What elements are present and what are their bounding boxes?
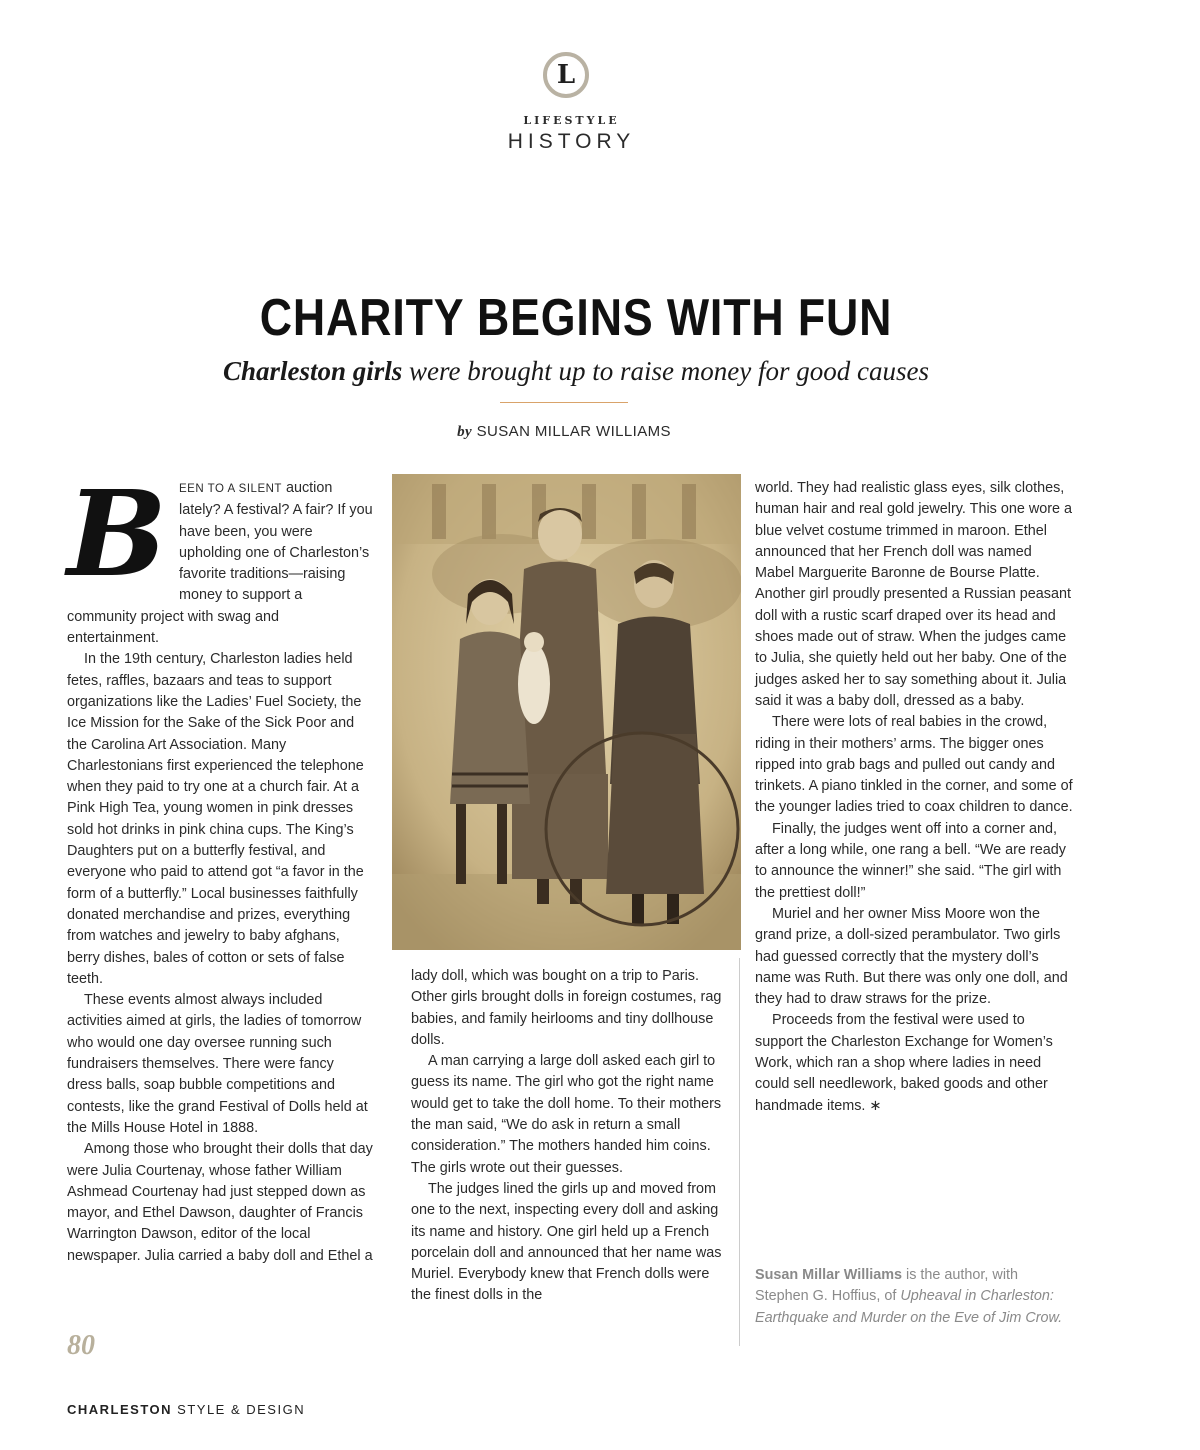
byline-prefix: by	[457, 424, 473, 440]
article-subtitle	[0, 356, 1152, 387]
author-bio	[755, 1265, 1065, 1329]
magazine-name-rest: STYLE & DESIGN	[172, 1402, 306, 1417]
subtitle-bold: Charleston girls	[222, 356, 403, 386]
bio-text: is the author, with Stephen G. Hoffius, of	[755, 1267, 1019, 1305]
section-label-small: LIFESTYLE	[523, 114, 620, 127]
byline-author: SUSAN MILLAR WILLIAMS	[476, 423, 671, 440]
logo-letter: L	[556, 60, 576, 90]
article-title: CHARITY BEGINS WITH FUN	[259, 289, 893, 347]
byline	[0, 423, 1128, 441]
paragraph: These events almost always included activities aimed at girls, the ladies of tomorrow who would one day oversee running such fundraisers themselves. There were fancy dress balls, soap bubble competitions and contests, like the grand Festival of Dolls held at the Mills House Hotel in 1888.	[67, 992, 368, 1136]
paragraph: There were lots of real babies in the crowd, riding in their mothers’ arms. The bigger ones ripped into grab bags and pulled out candy and trinkets. A piano tinkled in the corner, and some of the younger ladies tried to coax children to dance.	[755, 714, 1073, 816]
paragraph: lady doll, which was bought on a trip to Paris. Other girls brought dolls in foreign costumes, rag babies, and family heirlooms and tiny dollhouse dolls.	[411, 968, 722, 1048]
lead-smallcaps: EEN TO A SILENT	[179, 483, 282, 495]
photo-illustration	[392, 474, 741, 950]
paragraph: Among those who brought their dolls that day were Julia Courtenay, whose father William Ashmead Courtenay had just stepped down as mayor, and Ethel Dawson, daughter of Francis Warrington Dawson, editor of the local newspaper. Julia carried a baby doll and Ethel a	[67, 1141, 373, 1264]
paragraph-text: auction lately? A festival? A fair? If you have been, you were upholding one of Charleston’s favorite traditions—raising money to support a community project with swag and entertainment.	[67, 480, 373, 647]
paragraph: The judges lined the girls up and moved from one to the next, inspecting every doll and asking its name and history. One girl held up a French porcelain doll and announced that her name was Muriel. Everybody knew that French dolls were the finest dolls in the	[411, 1180, 722, 1304]
paragraph: Muriel and her owner Miss Moore won the grand prize, a doll-sized perambulator. Two girls had guessed correctly that the mystery doll’s name was Ruth. But there was only one doll, and they had to draw straws for the prize.	[755, 905, 1068, 1008]
lifestyle-logo	[543, 52, 589, 98]
bio-book: Upheaval in Charleston: Earthquake and Murder on the Eve of Jim Crow.	[755, 1288, 1063, 1326]
paragraph	[67, 464, 373, 649]
paragraph: Finally, the judges went off into a corner and, after a long while, one rang a bell. “We are ready to announce the winner!” she said. “The girl with the prettiest doll!”	[755, 820, 1066, 901]
article-column-3	[755, 478, 1073, 1117]
paragraph: world. They had realistic glass eyes, silk clothes, human hair and real gold jewelry. This one wore a blue velvet costume trimmed in maroon. Ethel announced that her French doll was named Mabel Marguerite Baronne de Bourse Platte. Another girl proudly presented a Russian peasant doll with a rustic scarf draped over its head and shoes made out of straw. When the judges came to Julia, she quietly held out her baby. One of the judges asked her to say something about it. Julia said it was a baby doll, dressed as a baby.	[755, 480, 1073, 709]
paragraph: Proceeds from the festival were used to support the Charleston Exchange for Women’s Work, which ran a shop where ladies in need could sell needlework, baked goods and other handmade items. ∗	[755, 1012, 1053, 1114]
article-column-2	[411, 966, 723, 1307]
article-column-1	[67, 464, 373, 1267]
historic-photo-three-girls	[392, 474, 741, 950]
column-divider	[739, 958, 740, 1346]
paragraph: In the 19th century, Charleston ladies held fetes, raffles, bazaars and teas to support organizations like the Ladies’ Fuel Society, the Ice Mission for the Sake of the Sick Poor and the Carolina Art Association. Many Charlestonians first experienced the telephone when they paid to try one at a church fair. At a Pink High Tea, young women in pink dresses sold hot drinks in pink china cups. The King’s Daughters put on a butterfly festival, and everyone who paid to attend got “a favor in the form of a butterfly.” Local businesses faithfully donated merchandise and prizes, everything from watches and jewelry to baby afghans, berry dishes, bales of cotton or sets of false teeth.	[67, 651, 364, 987]
subtitle-rest: were brought up to raise money for good causes	[402, 356, 929, 386]
magazine-footer	[67, 1402, 305, 1417]
page-number: 80	[67, 1330, 95, 1361]
bio-name: Susan Millar Williams	[755, 1267, 903, 1283]
section-label: HISTORY	[507, 130, 636, 153]
magazine-name-bold: CHARLESTON	[67, 1402, 173, 1417]
title-divider	[500, 402, 628, 403]
paragraph: A man carrying a large doll asked each girl to guess its name. The girl who got the right name would get to take the doll home. To their mothers the man said, “We do ask in return a small consideration.” The mothers handed him coins. The girls wrote out their guesses.	[411, 1053, 722, 1176]
drop-cap: B	[67, 464, 167, 603]
